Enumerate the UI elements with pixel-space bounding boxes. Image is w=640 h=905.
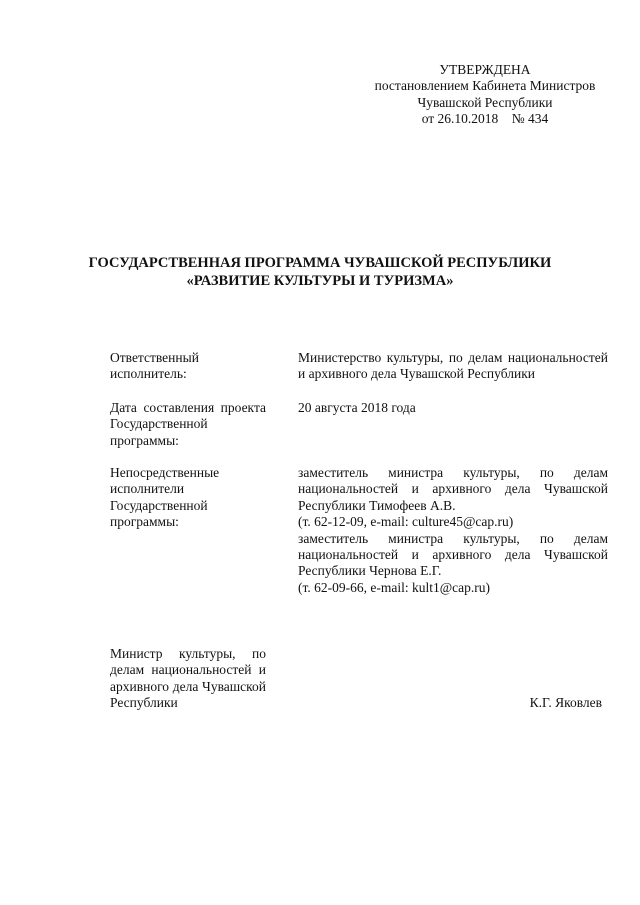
executor-1-text: заместитель министра культуры, по делам национальностей и архивного дела Чувашской Республики Тимофеев А.В.: [298, 465, 608, 513]
approval-issuer: постановлением Кабинета Министров: [374, 78, 596, 94]
direct-executors-label: Непосредственные исполнители Государственной программы:: [110, 465, 220, 530]
title-line-2: «РАЗВИТИЕ КУЛЬТУРЫ И ТУРИЗМА»: [186, 273, 454, 289]
executor-2-contact: (т. 62-09-66, e-mail: kult1@cap.ru): [298, 579, 491, 595]
draft-date-label: Дата составления проекта Государственной программы:: [110, 400, 266, 448]
executor-1-contact: (т. 62-12-09, e-mail: culture45@cap.ru): [298, 514, 514, 530]
direct-executors-list: [298, 465, 608, 596]
signatory-name: К.Г. Яковлев: [529, 695, 602, 710]
draft-date-value: 20 августа 2018 года: [298, 400, 416, 415]
responsible-executor-label: Ответственный исполнитель:: [110, 350, 199, 382]
approval-republic: Чувашской Республики: [417, 94, 553, 110]
approval-stamp: [350, 62, 620, 128]
signatory-position: Министр культуры, по делам национальностей и архивного дела Чувашской Республики: [110, 646, 266, 711]
responsible-executor-value: Министерство культуры, по делам национальностей и архивного дела Чувашской Республики: [298, 350, 608, 382]
approval-date-number: от 26.10.2018 № 434: [421, 111, 549, 127]
document-title: [60, 254, 580, 290]
executor-2-text: заместитель министра культуры, по делам национальностей и архивного дела Чувашской Республики Чернова Е.Г.: [298, 530, 608, 579]
title-line-1: ГОСУДАРСТВЕННАЯ ПРОГРАММА ЧУВАШСКОЙ РЕСПУБЛИКИ: [88, 255, 552, 271]
approval-heading: УТВЕРЖДЕНА: [439, 62, 531, 77]
